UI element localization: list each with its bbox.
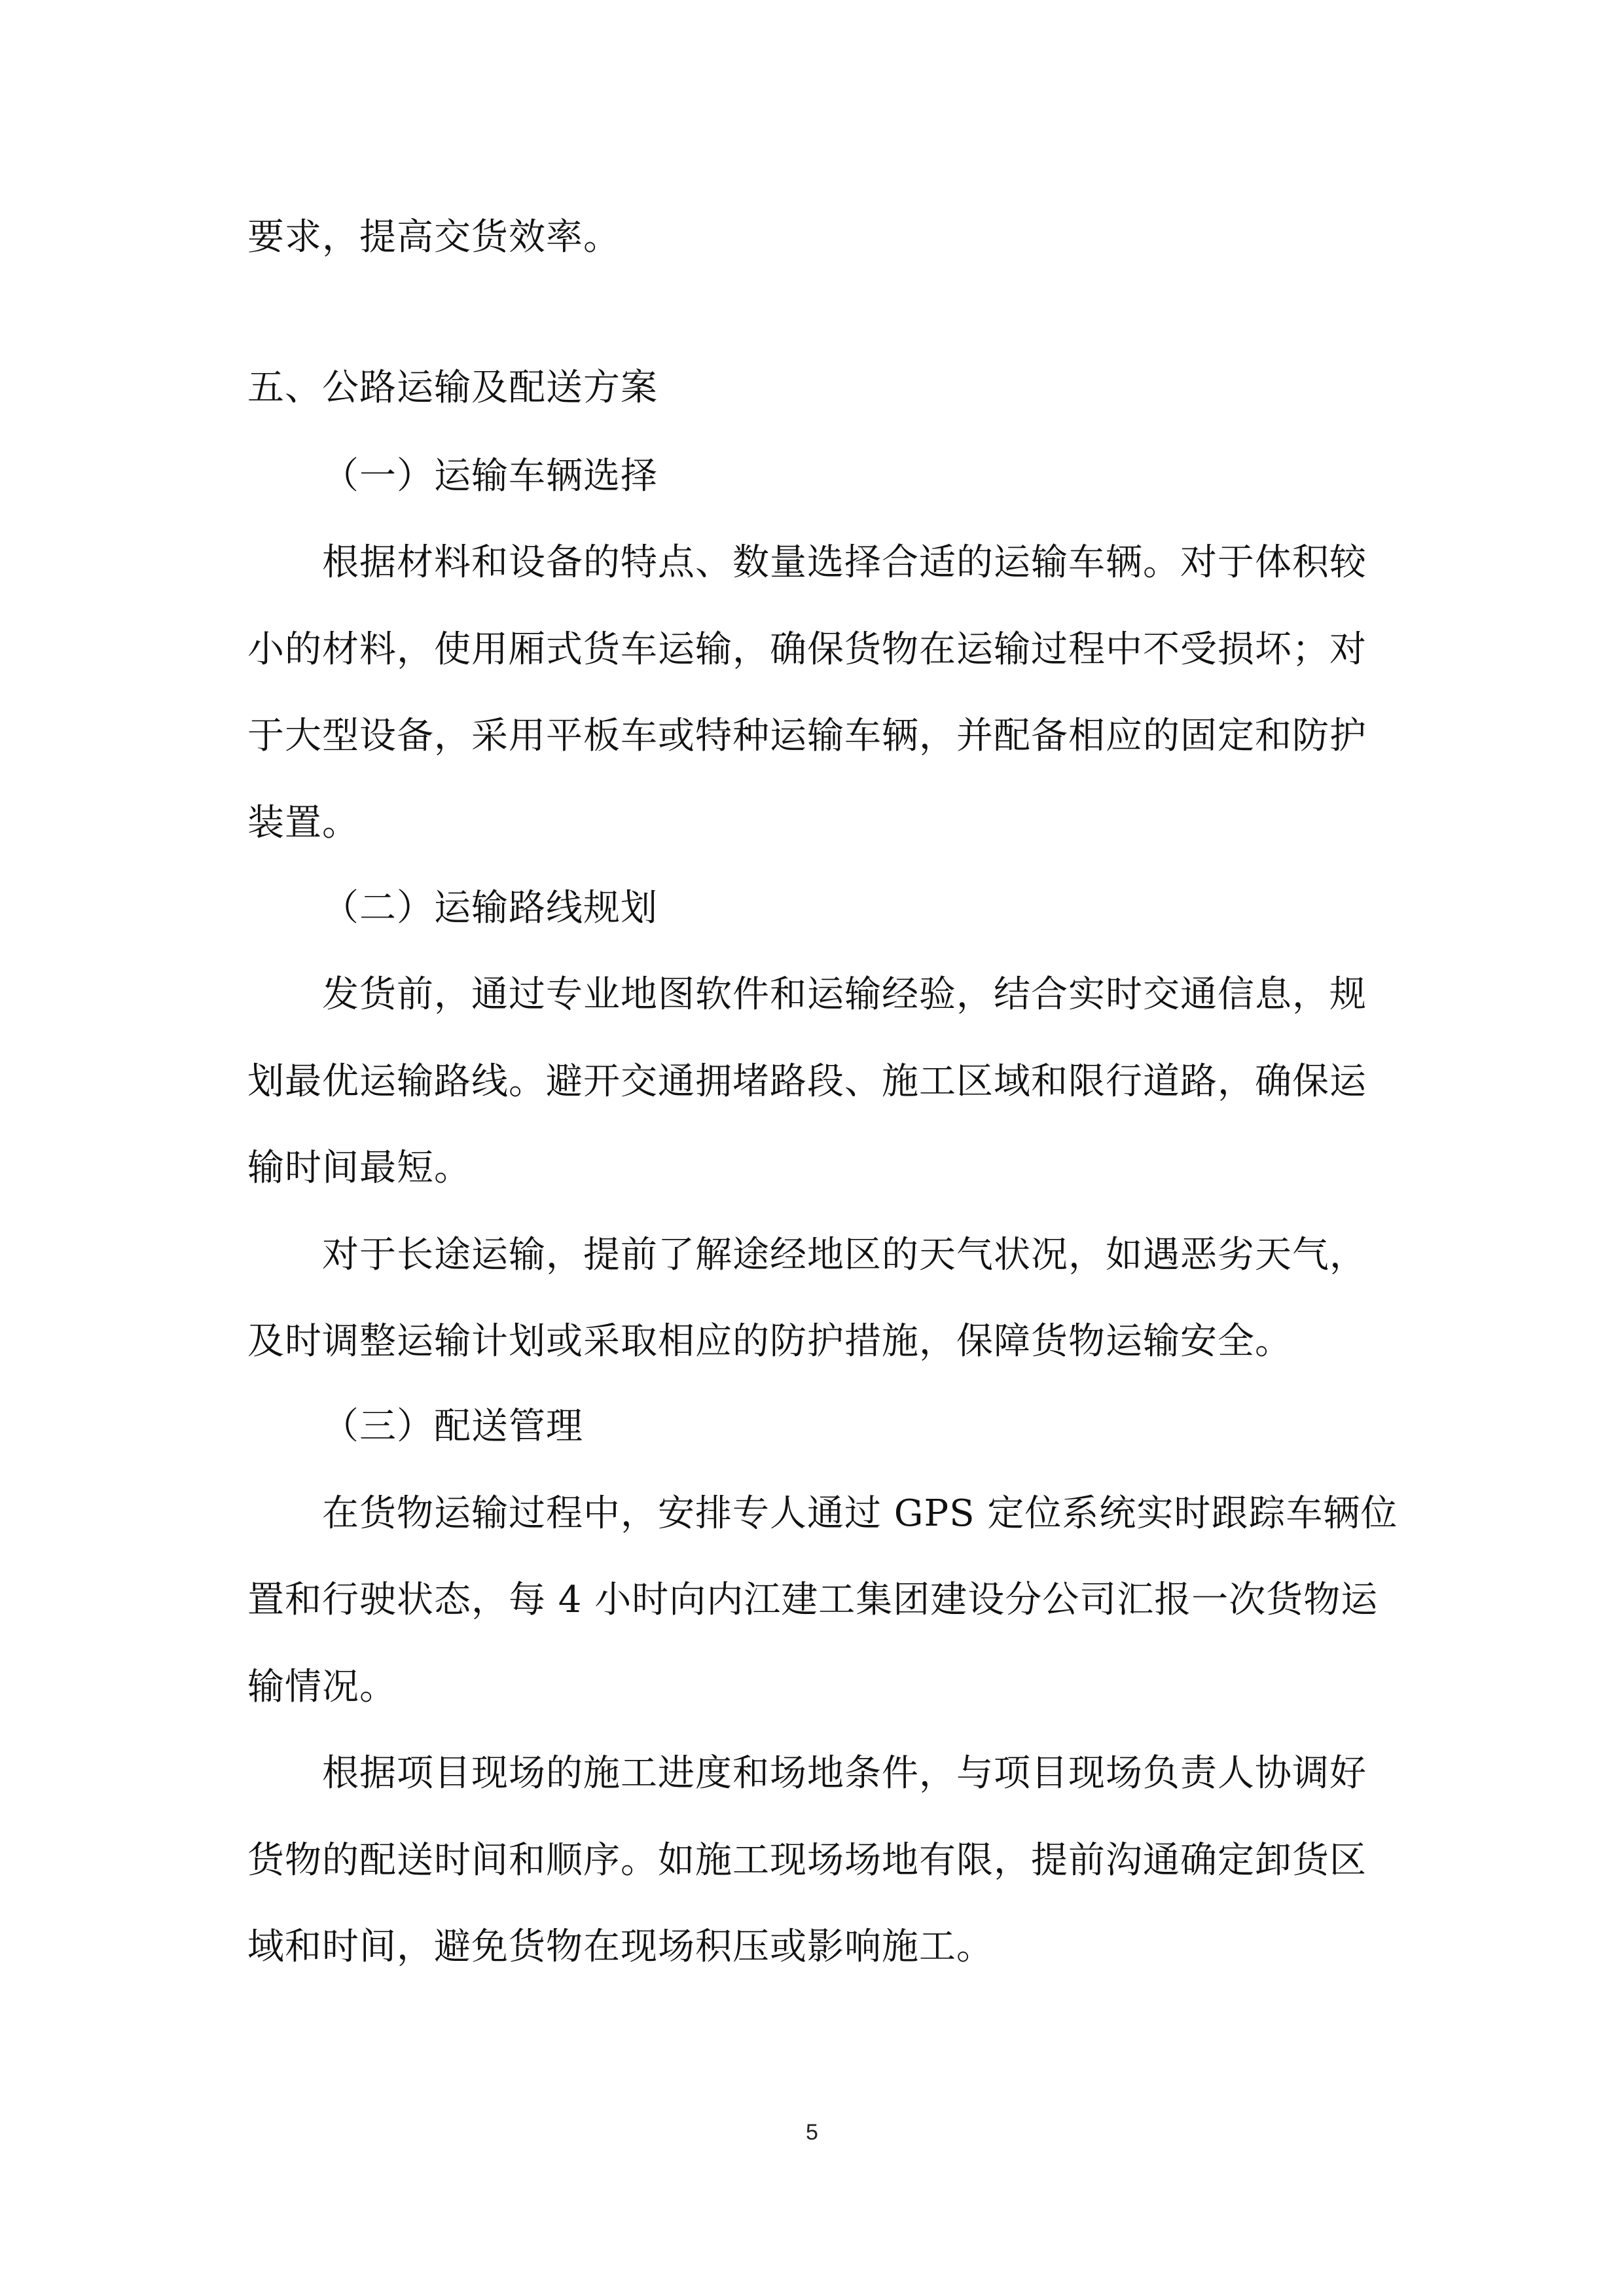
section-heading: 五、公路运输及配送方案 bbox=[247, 367, 658, 409]
paragraph-line: 对于长途运输，提前了解途经地区的天气状况，如遇恶劣天气， bbox=[322, 1234, 1367, 1276]
paragraph-line: 输情况。 bbox=[247, 1666, 397, 1708]
subsection-heading: （一）运输车辆选择 bbox=[322, 455, 658, 497]
paragraph-line: 小的材料，使用厢式货车运输，确保货物在运输过程中不受损坏；对 bbox=[247, 628, 1367, 671]
paragraph-line: 货物的配送时间和顺序。如施工现场场地有限，提前沟通确定卸货区 bbox=[247, 1839, 1367, 1882]
paragraph-line: 发货前，通过专业地图软件和运输经验，结合实时交通信息，规 bbox=[322, 973, 1367, 1016]
subsection-heading: （三）配送管理 bbox=[322, 1405, 583, 1448]
paragraph-line: 根据材料和设备的特点、数量选择合适的运输车辆。对于体积较 bbox=[322, 541, 1367, 584]
paragraph-line: 装置。 bbox=[247, 802, 359, 844]
paragraph-line: 划最优运输路线。避开交通拥堵路段、施工区域和限行道路，确保运 bbox=[247, 1060, 1367, 1103]
subsection-heading: （二）运输路线规划 bbox=[322, 887, 658, 929]
paragraph-line: 输时间最短。 bbox=[247, 1147, 471, 1189]
paragraph-line: 域和时间，避免货物在现场积压或影响施工。 bbox=[247, 1926, 994, 1968]
paragraph-line: 要求，提高交货效率。 bbox=[247, 216, 621, 259]
paragraph-line: 于大型设备，采用平板车或特种运输车辆，并配备相应的固定和防护 bbox=[247, 715, 1367, 757]
paragraph-line: 及时调整运输计划或采取相应的防护措施，保障货物运输安全。 bbox=[247, 1320, 1292, 1363]
paragraph-line: 在货物运输过程中，安排专人通过 GPS 定位系统实时跟踪车辆位 bbox=[322, 1492, 1398, 1535]
paragraph-line: 根据项目现场的施工进度和场地条件，与项目现场负责人协调好 bbox=[322, 1752, 1367, 1795]
page-number: 5 bbox=[806, 2120, 818, 2145]
paragraph-line: 置和行驶状态，每 4 小时向内江建工集团建设分公司汇报一次货物运 bbox=[247, 1579, 1379, 1621]
